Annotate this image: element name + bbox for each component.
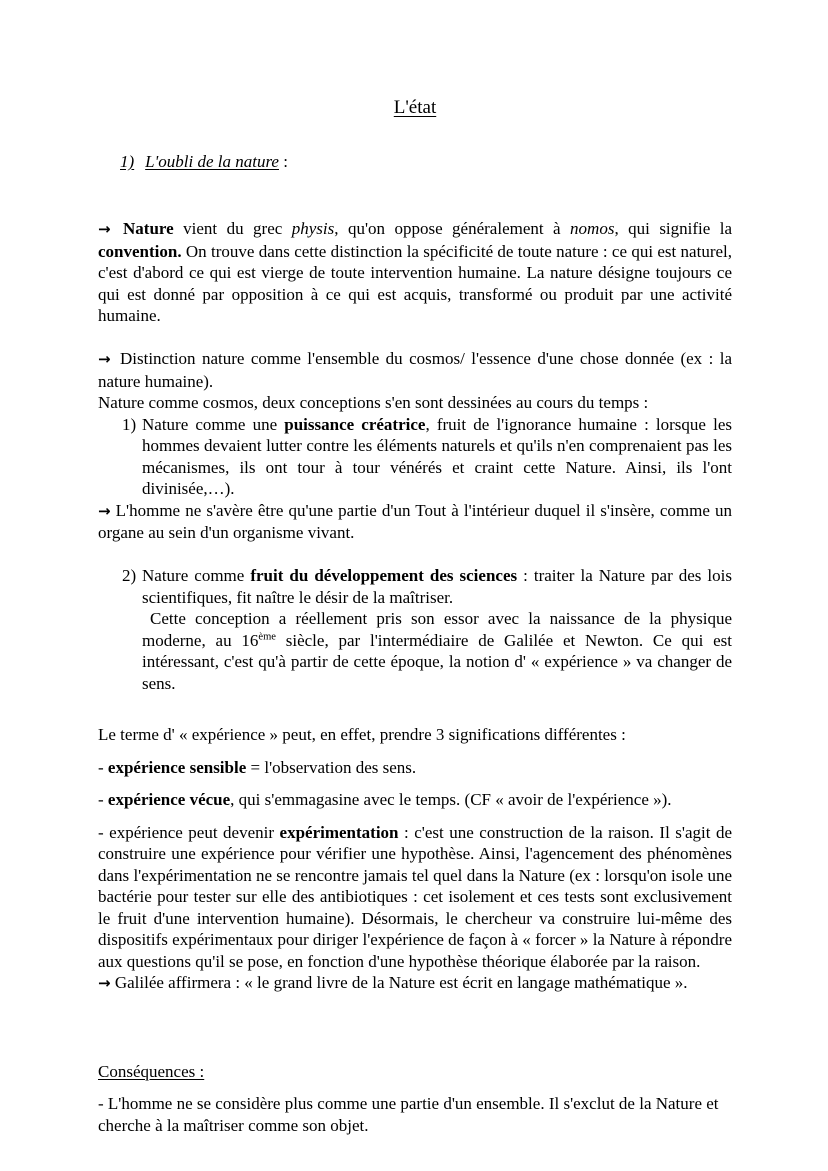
spacer: [98, 995, 732, 1043]
paragraph-text: Cette conception a réellement pris son essor avec la naissance de la physique moderne, au 16: [142, 609, 732, 650]
term-experience-sensible: expérience sensible: [107, 757, 247, 777]
right-arrow-icon: →: [98, 350, 114, 368]
right-arrow-icon: →: [98, 220, 114, 238]
paragraph-consequence-1: [98, 1093, 732, 1136]
document-body: [98, 0, 732, 1136]
paragraph-text: On trouve dans cette distinction la spécificité de toute nature : ce qui est naturel, c'est d'abord ce qui est vierge de toute intervention humaine. La nature désigne toujours ce qui est donné par opposition à ce qui est acquis, transformé ou produit par une activité humaine.: [98, 241, 732, 325]
paragraph-terme-experience: [98, 724, 732, 746]
paragraph-distinction-nature: [98, 348, 732, 392]
dash-marker: -: [98, 757, 108, 777]
spacer: [98, 778, 732, 789]
paragraph-text: : c'est une construction de la raison. Il s'agit de construire une expérience pour vérifier une hypothèse. Ainsi, l'agencement des phénomènes dans l'expérimentation ne se rencontre jamais tel quel dans la Nature (ex : lorsqu'on isole une bactérie pour tester sur elle des antibiotiques : cet isolement et ces tests sont exclusivement le fruit d'une intervention humaine). Désormais, le chercheur va construire lui-même des dispositifs expérimentaux pour diriger l'expérience de façon à « forcer » la Nature à répondre aux questions qu'il se pose, en fonction d'une hypothèse théorique élaborée par la raison.: [98, 822, 733, 971]
paragraph-text: vient du grec: [173, 219, 292, 238]
paragraph-experimentation: [98, 822, 732, 973]
paragraph-experience-sensible: [98, 757, 732, 779]
paragraph-text: , qui s'emmagasine avec le temps. (CF « avoir de l'expérience »).: [230, 790, 672, 809]
page-title-text: L'état: [393, 97, 437, 118]
paragraph-text: - L'homme ne se considère plus comme une partie d'un ensemble. Il s'exclut de la Nature et cherche à la maîtriser comme son objet.: [98, 1094, 719, 1135]
paragraph-text: Distinction nature comme l'ensemble du cosmos/ l'essence d'une chose donnée (ex : la nature humaine).: [98, 349, 732, 391]
paragraph-text: L'homme ne s'avère être qu'une partie d'un Tout à l'intérieur duquel il s'insère, comme un organe au sein d'un organisme vivant.: [98, 500, 732, 542]
paragraph-text: = l'observation des sens.: [246, 757, 417, 777]
paragraph-text: , fruit de l'ignorance humaine : lorsque les hommes devaient lutter contre les éléments naturels et qu'ils n'en comprenaient pas les mécanismes, ils ont tour à tour vénérés et craint cette Nature. Ainsi, ils l'ont divinisée,…).: [142, 414, 732, 498]
spacer: [98, 1082, 732, 1093]
page-title: [98, 0, 732, 117]
section-heading-colon: :: [278, 152, 288, 171]
consequences-heading-text: Conséquences :: [98, 1061, 205, 1081]
paragraph-text: Le terme d' « expérience » peut, en effet, prendre 3 significations différentes :: [98, 725, 626, 744]
dash-marker: -: [98, 822, 110, 842]
spacer: [98, 1043, 732, 1061]
paragraph-text: , qui signifie la: [614, 219, 733, 238]
spacer: [98, 327, 732, 349]
paragraph-text: , qu'on oppose généralement à: [334, 219, 571, 238]
paragraph-cosmos-intro: [98, 392, 732, 414]
term-puissance-creatrice: puissance créatrice: [284, 414, 426, 434]
term-experimentation: expérimentation: [279, 822, 399, 842]
term-experience-vecue: expérience vécue: [107, 790, 231, 809]
spacer: [98, 694, 732, 724]
section-heading-1: [98, 117, 732, 170]
paragraph-text: : traiter la Nature par des lois scientifiques, fit naître le désir de la maîtriser.: [142, 566, 732, 607]
paragraph-experience-vecue: [98, 789, 732, 811]
spacer: [98, 811, 732, 822]
paragraph-text: Galilée affirmera : « le grand livre de la Nature est écrit en langage mathématique ».: [110, 973, 688, 992]
right-arrow-icon: →: [98, 974, 111, 992]
consequences-heading: [98, 1061, 732, 1083]
paragraph-text: Nature comme une: [142, 414, 285, 434]
list-item-marker: 1): [122, 414, 137, 434]
right-arrow-icon: →: [98, 501, 111, 520]
term-convention: convention.: [98, 241, 182, 261]
paragraph-text: siècle, par l'intermédiaire de Galilée et Newton. Ce qui est intéressant, c'est qu'à partir de cette époque, la notion d' « expérience » va changer de sens.: [142, 630, 732, 693]
paragraph-galilee-citation: [98, 972, 732, 995]
paragraph-text: Nature comme cosmos, deux conceptions s'en sont dessinées au cours du temps :: [98, 393, 649, 412]
section-heading-number: 1): [120, 152, 135, 171]
paragraph-text: expérience peut devenir: [109, 822, 280, 842]
spacer: [98, 170, 732, 218]
term-fruit-developpement-sciences: fruit du développement des sciences: [250, 566, 518, 585]
spacer: [98, 746, 732, 757]
spacer: [98, 544, 732, 566]
superscript-ordinal: ème: [258, 630, 276, 642]
paragraph-homme-partie-tout: [98, 500, 732, 544]
dash-marker: -: [98, 790, 108, 809]
list-item-1: [98, 414, 732, 500]
paragraph-conception-physique-moderne: [98, 608, 732, 694]
term-nature: Nature: [123, 219, 174, 238]
section-heading-title: L'oubli de la nature: [145, 152, 279, 171]
list-item-2: [98, 565, 732, 608]
term-physis: physis: [291, 219, 335, 238]
paragraph-nature-definition: [98, 218, 732, 327]
paragraph-text: Nature comme: [142, 566, 251, 585]
term-nomos: nomos: [570, 219, 615, 238]
list-item-marker: 2): [122, 566, 137, 585]
